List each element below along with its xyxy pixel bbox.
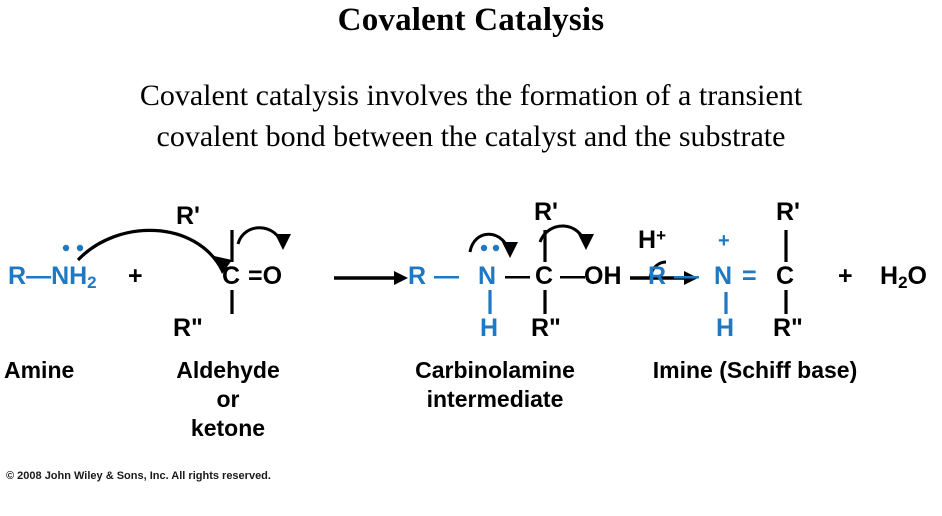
- page-title: Covalent Catalysis: [337, 2, 605, 38]
- carbinolamine-r-prime: R': [534, 198, 558, 226]
- imine-r: R: [648, 262, 667, 290]
- caption-aldehyde-ketone: [138, 356, 318, 442]
- subtitle-line-2: covalent bond between the catalyst and the substrate: [156, 119, 786, 153]
- imine-nitrogen: N: [714, 262, 733, 290]
- carbonyl-r-prime: R': [176, 202, 200, 230]
- imine-n-hydrogen: H: [716, 314, 735, 342]
- imine-r-double-prime: R": [773, 314, 803, 342]
- carbinolamine-bond-oh: —: [560, 262, 585, 290]
- amine-bond: —: [26, 262, 52, 290]
- copyright-notice: © 2008 John Wiley & Sons, Inc. All rights reserved.: [6, 470, 271, 482]
- amine-nh2-subscript: 2: [87, 273, 97, 292]
- imine-nitrogen-charge: +: [718, 230, 730, 252]
- subtitle-line-1: Covalent catalysis involves the formation of a transient: [139, 79, 803, 112]
- carbinolamine-carbon: C: [535, 262, 554, 290]
- carbinolamine-nitrogen: N: [478, 262, 497, 290]
- caption-amine: Amine: [4, 357, 75, 383]
- plus-sign-2: +: [838, 262, 853, 290]
- carbonyl-carbon: C: [222, 262, 241, 290]
- water-subscript: 2: [898, 273, 908, 292]
- subtitle-text: [30, 76, 912, 157]
- caption-carbinolamine: [380, 356, 610, 414]
- caption-carbinolamine-line-1: Carbinolamine: [415, 357, 575, 383]
- carbinolamine-bond-right: —: [505, 262, 530, 290]
- proton-h: H: [638, 226, 657, 254]
- amine-formula: [8, 262, 97, 293]
- carbinolamine-bond-left: —: [434, 262, 459, 290]
- imine-r-prime: R': [776, 198, 800, 226]
- carbinolamine-n-hydrogen: H: [480, 314, 499, 342]
- imine-double-bond: =: [742, 262, 757, 290]
- caption-imine: Imine (Schiff base): [652, 357, 858, 383]
- caption-aldehyde-line-2: or: [216, 385, 240, 412]
- proton-charge: +: [656, 226, 666, 245]
- water-o: O: [907, 262, 927, 290]
- caption-aldehyde-line-3: ketone: [190, 414, 266, 441]
- imine-carbon: C: [776, 262, 795, 290]
- caption-carbinolamine-line-2: intermediate: [426, 385, 564, 412]
- carbonyl-double-bond-oxygen: =O: [248, 262, 283, 290]
- carbinolamine-hydroxyl: OH: [584, 262, 622, 290]
- carbinolamine-r: R: [408, 262, 427, 290]
- amine-nh2: NH: [51, 262, 88, 290]
- water-h: H: [880, 262, 899, 290]
- carbonyl-r-double-prime: R": [173, 314, 203, 342]
- water-formula: [880, 262, 927, 293]
- carbinolamine-r-double-prime: R": [531, 314, 561, 342]
- proton-label: [638, 226, 666, 255]
- plus-sign-1: +: [128, 262, 143, 290]
- caption-aldehyde-line-1: Aldehyde: [176, 357, 280, 383]
- amine-r: R: [8, 262, 27, 290]
- imine-bond-left: —: [674, 262, 699, 290]
